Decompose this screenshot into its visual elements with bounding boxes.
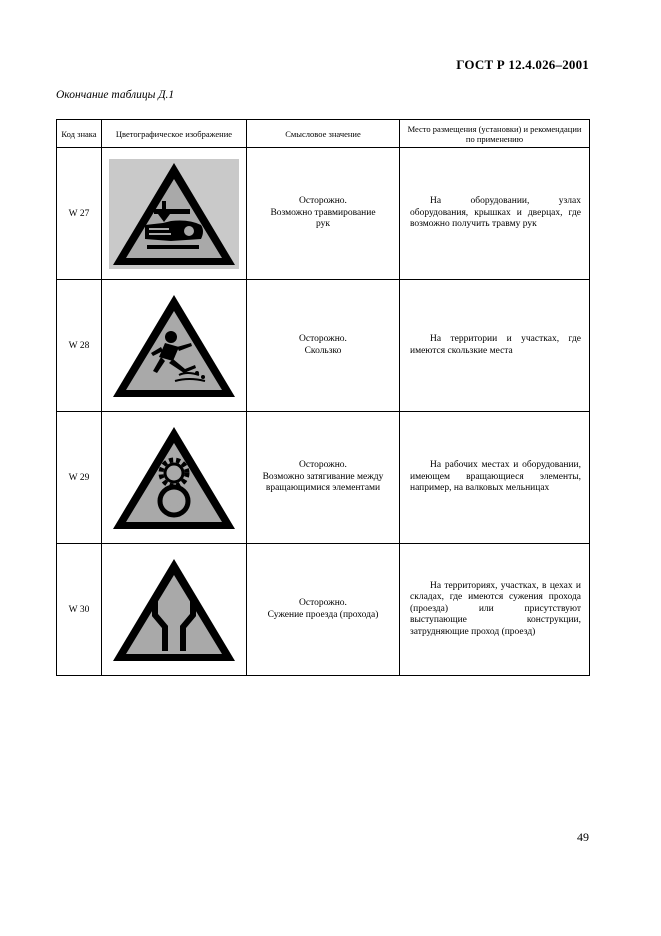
meaning-line: Скользко — [304, 345, 342, 356]
column-header-image: Цветографическое изображение — [102, 120, 247, 148]
sign-code: W 27 — [57, 148, 102, 280]
sign-code: W 28 — [57, 280, 102, 412]
narrow-passage-icon — [109, 555, 239, 665]
sign-meaning — [247, 148, 400, 280]
table-row — [57, 148, 590, 280]
sign-image-cell — [102, 148, 247, 280]
sign-meaning — [247, 280, 400, 412]
sign-placement — [400, 148, 590, 280]
placement-text: На рабочих местах и оборудовании, имеющем вращающиеся элементы, например, на валковых мельницах — [410, 460, 581, 494]
column-header-code: Код знака — [57, 120, 102, 148]
meaning-line: рук — [316, 219, 330, 230]
meaning-line: вращающимися элементами — [265, 483, 381, 494]
rotating-gears-icon — [109, 423, 239, 533]
meaning-line: Осторожно. — [299, 196, 347, 207]
placement-text: На территории и участках, где имеются скользкие места — [410, 334, 581, 356]
hand-crush-icon — [109, 159, 239, 269]
page-number: 49 — [577, 830, 589, 844]
meaning-line: Осторожно. — [299, 460, 347, 471]
column-header-placement: Место размещения (установки) и рекомендации по применению — [400, 120, 590, 148]
standard-header: ГОСТ Р 12.4.026–2001 — [456, 57, 589, 72]
placement-text: На оборудовании, узлах оборудования, крышках и дверцах, где возможно получить травму рук — [410, 196, 581, 230]
meaning-line: Возможно травмирование — [270, 207, 376, 218]
sign-image-cell — [102, 544, 247, 676]
table-header-row — [57, 120, 590, 148]
sign-code: W 29 — [57, 412, 102, 544]
table-row — [57, 280, 590, 412]
sign-placement — [400, 544, 590, 676]
sign-code: W 30 — [57, 544, 102, 676]
table-row — [57, 412, 590, 544]
meaning-line: Осторожно. — [299, 598, 347, 608]
sign-meaning — [247, 412, 400, 544]
sign-meaning — [247, 544, 400, 676]
meaning-line: Сужение проезда (прохода) — [267, 609, 379, 620]
sign-image-cell — [102, 280, 247, 412]
placement-text: На территориях, участках, в цехах и складах, где имеются сужения прохода (проезда) или присутствуют выступающие конструкции, затрудняющие проход (проезд) — [410, 580, 581, 637]
column-header-meaning: Смысловое значение — [247, 120, 400, 148]
sign-placement — [400, 412, 590, 544]
meaning-line: Осторожно. — [299, 334, 347, 344]
warning-signs-table — [56, 119, 590, 676]
slippery-surface-icon — [109, 291, 239, 401]
meaning-line: Возможно затягивание между — [262, 471, 384, 482]
sign-placement — [400, 280, 590, 412]
table-caption: Окончание таблицы Д.1 — [56, 89, 175, 101]
table-row — [57, 544, 590, 676]
sign-image-cell — [102, 412, 247, 544]
